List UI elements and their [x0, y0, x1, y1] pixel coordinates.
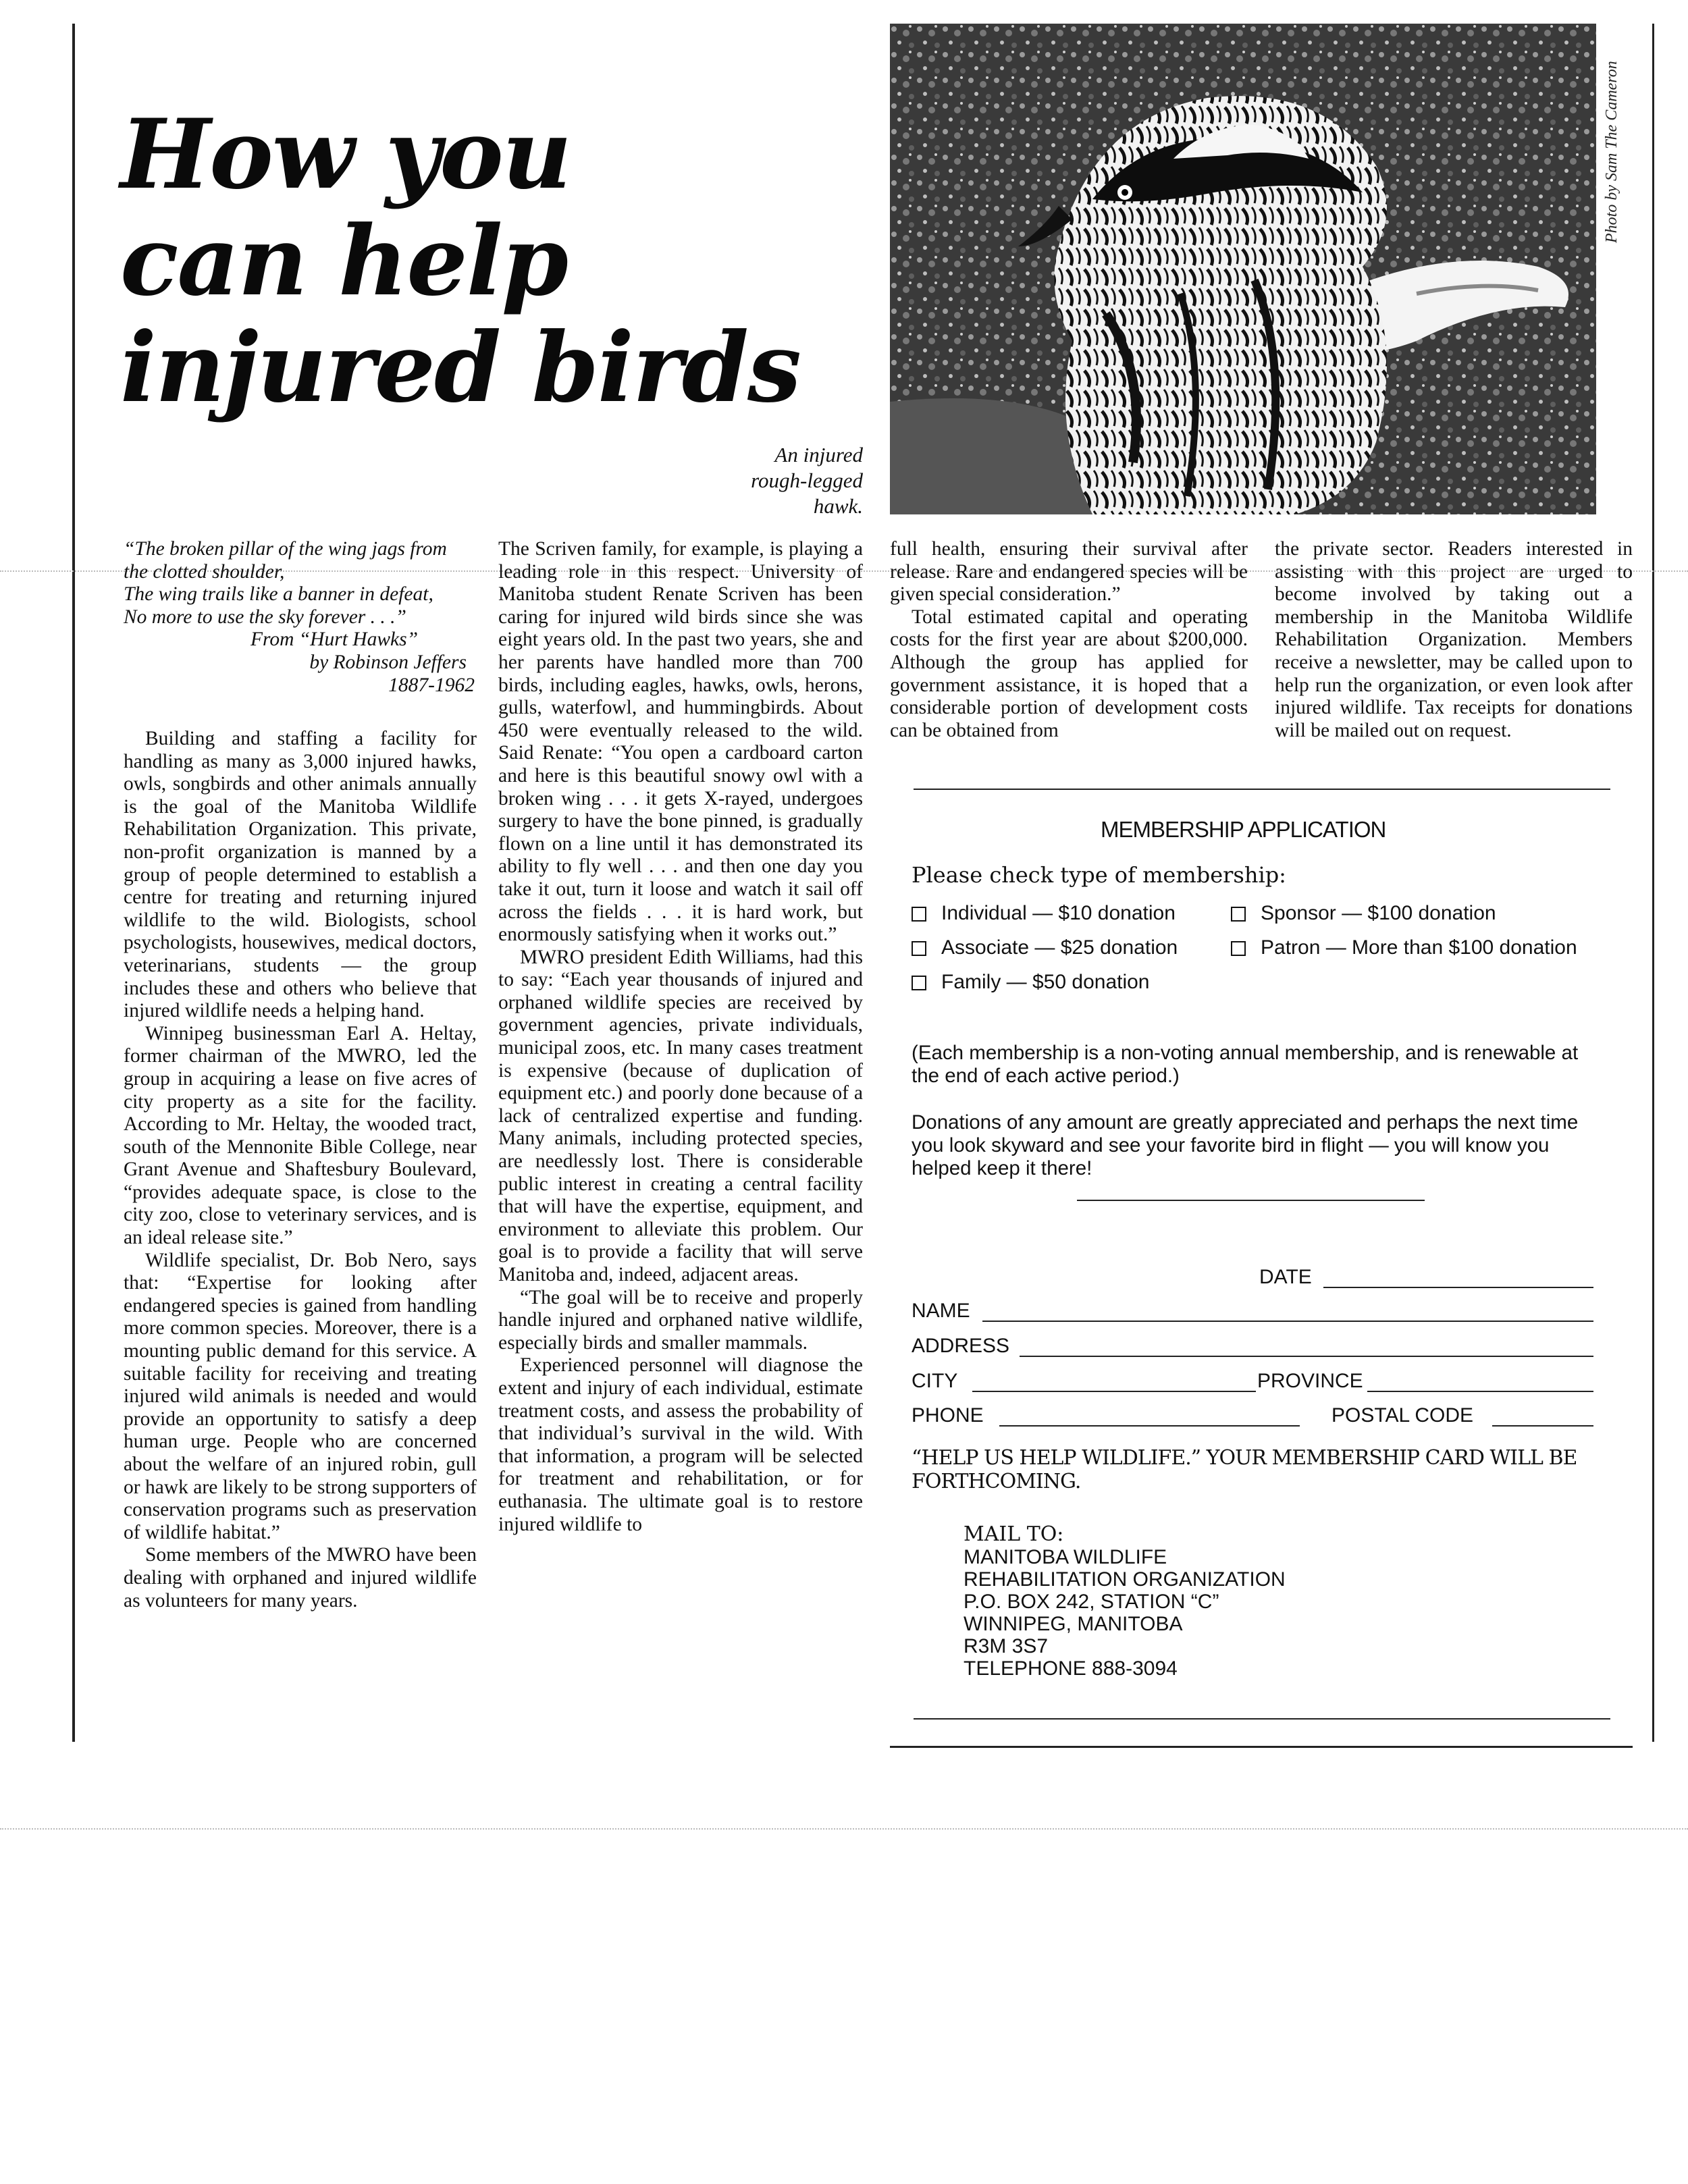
form-mid-rule	[1077, 1200, 1425, 1201]
option-associate[interactable]: Associate — $25 donation	[912, 936, 1178, 959]
epigraph-poem: “The broken pillar of the wing jags from the clotted shoulder, The wing trails like a banner in defeat, No more to use the sky forever . . .” From “Hurt Hawks” by Robinson Jeffers 1887-1962	[124, 538, 475, 696]
option-patron[interactable]: Patron — More than $100 donation	[1231, 936, 1577, 959]
photo-caption: An injured rough-legged hawk.	[751, 443, 863, 518]
form-top-rule	[914, 789, 1610, 790]
hawk-photo	[890, 24, 1596, 514]
article-column-4: the private sector. Readers interested in assisting with this project are urged to become involved by taking out a membership in the Manitoba Wildlife Rehabilitation Organization. Members receive a newsletter, may be called upon to help run the organization, or even look after injured wildlife. Tax receipts for donations will be mailed out on request.	[1275, 538, 1633, 741]
mail-to-label: MAIL TO:	[964, 1522, 1064, 1546]
poem-author: by Robinson Jeffers	[309, 651, 467, 673]
headline	[120, 99, 800, 424]
headline-line-3: injured birds	[120, 312, 800, 424]
slogan: “HELP US HELP WILDLIFE.” YOUR MEMBERSHIP CARD WILL BE FORTHCOMING.	[912, 1446, 1577, 1493]
form-check-label: Please check type of membership:	[912, 862, 1286, 888]
province-field[interactable]	[1367, 1391, 1593, 1392]
option-family[interactable]: Family — $50 donation	[912, 971, 1150, 994]
poem-years: 1887-1962	[388, 674, 475, 696]
city-field[interactable]	[972, 1391, 1256, 1392]
option-individual[interactable]: Individual — $10 donation	[912, 902, 1176, 925]
address-label: ADDRESS	[912, 1335, 1010, 1357]
phone-field[interactable]	[999, 1425, 1300, 1427]
postal-code-field[interactable]	[1492, 1425, 1593, 1427]
hawk-illustration	[890, 24, 1596, 514]
address-field[interactable]	[1020, 1356, 1593, 1357]
date-field[interactable]	[1323, 1287, 1593, 1288]
option-sponsor[interactable]: Sponsor — $100 donation	[1231, 902, 1496, 925]
bottom-border-rule	[890, 1746, 1633, 1748]
article-column-3: full health, ensuring their survival after release. Rare and endangered species will be given special consideration.” Total estimated capital and operating costs for the first year are about $200,000. Although the group has applied for government assistance, it is hoped that a considerable portion of development costs can be obtained from	[890, 538, 1248, 741]
donation-text: Donations of any amount are greatly appreciated and perhaps the next time you look skyward and see your favorite bird in flight — you will know you helped keep it there!	[912, 1111, 1579, 1179]
phone-label: PHONE	[912, 1404, 984, 1427]
headline-line-2: can help	[120, 205, 567, 317]
date-label: DATE	[1259, 1266, 1312, 1288]
form-title: MEMBERSHIP APPLICATION	[1101, 817, 1386, 842]
checkbox-associate[interactable]	[912, 941, 926, 956]
article-column-2: The Scriven family, for example, is playing a leading role in this respect. University of Manitoba student Renate Scriven has been caring for injured wild birds since she was eight years old. In the past two years, she and her parents have handled more than 700 birds, including eagles, hawks, owls, herons, gulls, waterfowl, and hummingbirds. About 450 were eventually released to the wild. Said Renate: “You open a cardboard carton and here is this beautiful snowy owl with a broken wing . . . it gets X-rayed, undergoes surgery to have the bone pinned, is gradually flown on a line until it has demonstrated its ability to fly well . . . and then one day you take it out, turn it loose and watch it sail off across the fields . . . it is hard work, but enormously satisfying when it works out.” MWRO president Edith Williams, had this to say: “Each year thousands of injured and orphaned wildlife species are received by government agencies, private individuals, municipal zoos, etc. In many cases treatment is expensive (because of duplication of equipment etc.) and poorly done because of a lack of centralized expertise and funding. Many animals, including protected species, are needlessly lost. There is considerable public interest in creating a central facility that will have the expertise, equipment, and environment to alleviate this problem. Our goal is to provide a facility that will serve Manitoba and, indeed, adjacent areas. “The goal will be to receive and properly handle injured and orphaned native wildlife, especially birds and smaller mammals. Experienced personnel will diagnose the extent and injury of each individual, estimate treatment costs, and assess the probability of that individual’s survival in the wild. With that information, a program will be selected for treatment and rehabilitation, or for euthanasia. The ultimate goal is to restore injured wildlife to	[498, 538, 863, 1535]
form-bottom-rule	[914, 1718, 1610, 1720]
membership-note: (Each membership is a non-voting annual membership, and is renewable at the end of each active period.)	[912, 1042, 1579, 1087]
postal-code-label: POSTAL CODE	[1331, 1404, 1474, 1427]
checkbox-individual[interactable]	[912, 907, 926, 922]
province-label: PROVINCE	[1257, 1370, 1363, 1392]
checkbox-sponsor[interactable]	[1231, 907, 1246, 922]
left-border-rule	[72, 24, 75, 1742]
name-field[interactable]	[982, 1321, 1593, 1322]
fold-line-bottom	[0, 1828, 1688, 1830]
article-column-1: Building and staffing a facility for handling as many as 3,000 injured hawks, owls, songbirds and other animals annually is the goal of the Manitoba Wildlife Rehabilitation Organization. This private, non-profit organization is manned by a group of people determined to establish a centre for treating and returning injured wildlife to the wild. Biologists, school psychologists, housewives, medical doctors, veterinarians, students — the group includes these and others who believe that injured wildlife needs a helping hand. Winnipeg businessman Earl A. Heltay, former chairman of the MWRO, led the group in acquiring a lease on five acres of city property as a site for the facility. According to Mr. Heltay, the wooded tract, south of the Mennonite Bible College, near Grant Avenue and Shaftesbury Boulevard, “provides adequate space, is close to the city zoo, close to veterinary services, and is an ideal release site.” Wildlife specialist, Dr. Bob Nero, says that: “Expertise for looking after endangered species is gained from handling more common species. Moreover, there is a mounting public demand for this service. A suitable facility for receiving and treating injured wild animals is needed and would provide an opportunity to satisfy a deep human urge. People who are concerned about the welfare of an injured robin, gull or hawk are likely to be strong supporters of conservation programs such as preservation of wildlife habitat.” Some members of the MWRO have been dealing with orphaned and injured wildlife as volunteers for many years.	[124, 728, 477, 1612]
checkbox-family[interactable]	[912, 976, 926, 990]
mailing-address: MANITOBA WILDLIFE REHABILITATION ORGANIZATION P.O. BOX 242, STATION “C” WINNIPEG, MANITOBA R3M 3S7 TELEPHONE 888-3094	[964, 1546, 1286, 1680]
headline-line-1: How you	[120, 99, 571, 211]
right-border-rule	[1652, 24, 1654, 1742]
checkbox-patron[interactable]	[1231, 941, 1246, 956]
poem-source: From “Hurt Hawks”	[250, 629, 418, 651]
city-label: CITY	[912, 1370, 958, 1392]
name-label: NAME	[912, 1300, 970, 1322]
photo-credit: Photo by Sam The Cameron	[1603, 61, 1620, 243]
